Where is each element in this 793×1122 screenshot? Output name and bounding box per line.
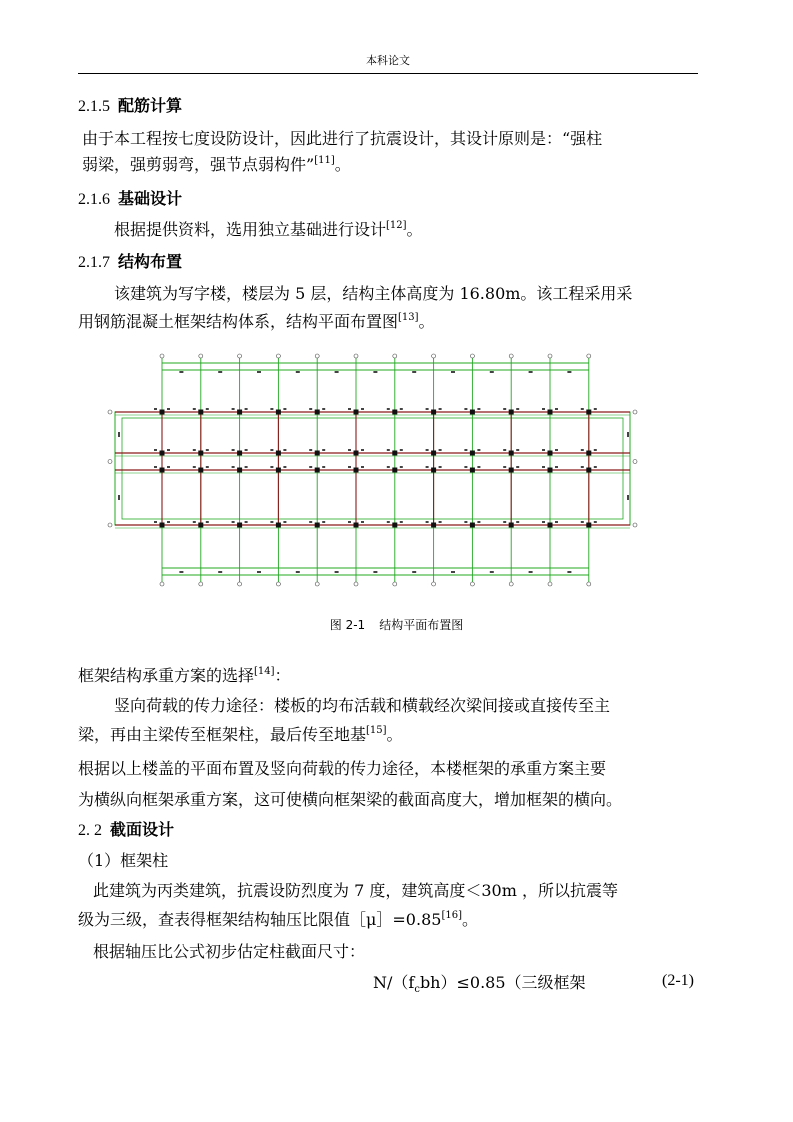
dimension-mark	[490, 571, 494, 573]
column-tag	[555, 449, 558, 451]
paragraph-line: 竖向荷载的传力途径：楼板的均布活载和横载经次梁间接或直接传至主	[114, 696, 611, 715]
axis-bubble	[548, 354, 552, 358]
column	[354, 451, 359, 456]
section-number: 2.1.6	[78, 191, 110, 208]
column	[509, 468, 514, 473]
column-tag	[464, 449, 467, 451]
column-tag	[245, 466, 248, 468]
column-tag	[361, 466, 364, 468]
column-tag	[387, 408, 390, 410]
paragraph-line: 该建筑为写字楼，楼层为 5 层，结构主体高度为 16.80m。该工程采用采	[114, 284, 633, 303]
equation-number: (2-1)	[662, 972, 694, 989]
citation: [15]	[366, 724, 387, 736]
axis-bubble	[199, 354, 203, 358]
axis-bubble	[633, 410, 637, 414]
axis-bubble	[108, 460, 112, 464]
column-tag	[232, 466, 235, 468]
column-tag	[348, 449, 351, 451]
section-title: 结构布置	[118, 252, 183, 271]
column-tag	[270, 466, 273, 468]
text: 弱梁，强剪弱弯，强节点弱构件”	[82, 155, 315, 174]
citation: [14]	[254, 665, 275, 677]
axis-bubble	[587, 354, 591, 358]
dimension-mark	[451, 371, 455, 373]
section-number: 2.1.7	[78, 254, 110, 271]
column-tag	[270, 408, 273, 410]
axis-bubble	[108, 523, 112, 527]
column	[276, 468, 281, 473]
dimension-mark	[373, 571, 377, 573]
section-heading-2-2	[78, 819, 174, 842]
page-header: 本科论文	[366, 54, 410, 67]
column-tag	[361, 408, 364, 410]
column-tag	[245, 449, 248, 451]
column-tag	[594, 521, 597, 523]
column-tag	[426, 521, 429, 523]
column	[198, 451, 203, 456]
column	[160, 468, 165, 473]
column-tag	[232, 408, 235, 410]
text: 。	[418, 312, 435, 331]
dimension-mark	[567, 571, 571, 573]
column	[392, 523, 397, 528]
axis-bubble	[432, 582, 436, 586]
column	[509, 451, 514, 456]
column-tag	[309, 449, 312, 451]
column	[198, 410, 203, 415]
equation-part: N/（f	[373, 973, 415, 992]
column-tag	[503, 466, 506, 468]
column-tag	[464, 466, 467, 468]
column-tag	[464, 521, 467, 523]
paragraph-line	[82, 154, 351, 176]
column	[237, 410, 242, 415]
column-tag	[167, 449, 170, 451]
equation-subscript: c	[414, 984, 420, 996]
caption-label: 图 2-1	[329, 618, 366, 632]
column	[586, 523, 591, 528]
text: 级为三级，查表得框架结构轴压比限值［μ］=0.85	[78, 910, 442, 929]
paragraph-line: （1）框架柱	[78, 851, 169, 870]
column-tag	[464, 408, 467, 410]
column-tag	[167, 466, 170, 468]
column-tag	[193, 466, 196, 468]
column-tag	[477, 521, 480, 523]
column	[276, 410, 281, 415]
paragraph-line	[114, 219, 423, 241]
axis-bubble	[548, 582, 552, 586]
paragraph-line: 为横纵向框架承重方案，这可使横向框架梁的截面高度大，增加框架的横向。	[78, 790, 623, 809]
dimension-mark	[627, 495, 629, 500]
column	[237, 468, 242, 473]
section-heading-2-1-6	[78, 188, 182, 211]
dimension-mark	[335, 571, 339, 573]
column	[548, 523, 553, 528]
column-tag	[206, 521, 209, 523]
column-tag	[154, 521, 157, 523]
column-tag	[555, 466, 558, 468]
column-tag	[594, 466, 597, 468]
column-tag	[426, 466, 429, 468]
outline-rect	[115, 412, 630, 525]
dimension-mark	[529, 571, 533, 573]
axis-bubble	[108, 410, 112, 414]
column-tag	[594, 449, 597, 451]
citation: [13]	[398, 311, 419, 323]
section-number: 2. 2	[78, 822, 102, 839]
dimension-mark	[529, 371, 533, 373]
dimension-mark	[567, 371, 571, 373]
dimension-mark	[118, 432, 120, 437]
column-tag	[400, 449, 403, 451]
citation: [11]	[314, 154, 335, 166]
paragraph-line: 此建筑为丙类建筑，抗震设防烈度为 7 度，建筑高度＜30m ，所以抗震等	[93, 881, 618, 900]
paragraph-line: 根据以上楼盖的平面布置及竖向荷载的传力途径，本楼框架的承重方案主要	[78, 759, 607, 778]
column	[276, 451, 281, 456]
paragraph-line	[78, 724, 403, 746]
column	[315, 451, 320, 456]
column-tag	[542, 466, 545, 468]
citation: [12]	[386, 219, 407, 231]
paragraph-line	[78, 311, 435, 333]
dimension-mark	[451, 571, 455, 573]
column	[509, 410, 514, 415]
column	[548, 410, 553, 415]
section-heading-2-1-7	[78, 251, 182, 274]
column	[237, 523, 242, 528]
column-tag	[283, 449, 286, 451]
axis-bubble	[315, 354, 319, 358]
column-tag	[555, 521, 558, 523]
equation-part: bh）≤0.85（三级框架	[419, 973, 586, 992]
text: 。	[386, 725, 403, 744]
column-tag	[439, 521, 442, 523]
column-tag	[283, 408, 286, 410]
paragraph-line	[78, 909, 478, 931]
column	[160, 451, 165, 456]
text: 。	[461, 910, 478, 929]
column-tag	[270, 521, 273, 523]
caption-text: 结构平面布置图	[379, 618, 464, 632]
dimension-mark	[218, 371, 222, 373]
column-tag	[206, 466, 209, 468]
column-tag	[309, 466, 312, 468]
column	[470, 523, 475, 528]
column	[586, 410, 591, 415]
dimension-mark	[627, 432, 629, 437]
column-tag	[477, 449, 480, 451]
column	[431, 523, 436, 528]
axis-bubble	[587, 582, 591, 586]
column-tag	[322, 408, 325, 410]
column	[354, 468, 359, 473]
dimension-mark	[179, 371, 183, 373]
text: 。	[406, 220, 423, 239]
column-tag	[581, 449, 584, 451]
text: 梁，再由主梁传至框架柱，最后传至地基	[78, 725, 367, 744]
text: 根据提供资料，选用独立基础进行设计	[114, 220, 387, 239]
column-tag	[387, 521, 390, 523]
column-tag	[439, 449, 442, 451]
axis-bubble	[470, 582, 474, 586]
axis-bubble	[160, 354, 164, 358]
column-tag	[270, 449, 273, 451]
column-tag	[348, 466, 351, 468]
dimension-mark	[412, 571, 416, 573]
dimension-mark	[118, 495, 120, 500]
axis-bubble	[160, 582, 164, 586]
column-tag	[516, 466, 519, 468]
column-tag	[581, 466, 584, 468]
dimension-mark	[257, 571, 261, 573]
column	[509, 523, 514, 528]
column	[315, 523, 320, 528]
axis-bubble	[633, 523, 637, 527]
column	[392, 451, 397, 456]
column-tag	[516, 449, 519, 451]
dimension-mark	[257, 371, 261, 373]
column-tag	[193, 408, 196, 410]
axis-bubble	[276, 582, 280, 586]
column	[198, 468, 203, 473]
section-title: 截面设计	[110, 820, 175, 839]
column-tag	[542, 449, 545, 451]
section-title: 基础设计	[118, 189, 183, 208]
column-tag	[322, 521, 325, 523]
column-tag	[322, 449, 325, 451]
section-title: 配筋计算	[118, 96, 183, 115]
column-tag	[400, 466, 403, 468]
axis-bubble	[354, 354, 358, 358]
dimension-mark	[296, 571, 300, 573]
column	[470, 451, 475, 456]
column-tag	[206, 449, 209, 451]
column	[470, 410, 475, 415]
column-tag	[542, 408, 545, 410]
column-tag	[245, 408, 248, 410]
column-tag	[309, 408, 312, 410]
column-tag	[309, 521, 312, 523]
column-tag	[426, 408, 429, 410]
column-tag	[400, 521, 403, 523]
column-tag	[206, 408, 209, 410]
column-tag	[154, 449, 157, 451]
axis-bubble	[509, 582, 513, 586]
column-tag	[283, 466, 286, 468]
axis-bubble	[315, 582, 319, 586]
axis-bubble	[354, 582, 358, 586]
text: 。	[334, 155, 351, 174]
axis-bubble	[199, 582, 203, 586]
column-tag	[361, 449, 364, 451]
column	[431, 410, 436, 415]
column-tag	[154, 408, 157, 410]
axis-bubble	[633, 460, 637, 464]
equation	[373, 972, 586, 994]
column-tag	[193, 449, 196, 451]
text: 框架结构承重方案的选择	[78, 666, 255, 685]
column-tag	[555, 408, 558, 410]
axis-bubble	[238, 582, 242, 586]
column	[586, 468, 591, 473]
column-tag	[167, 521, 170, 523]
column-tag	[426, 449, 429, 451]
dimension-mark	[218, 571, 222, 573]
axis-bubble	[432, 354, 436, 358]
column	[392, 410, 397, 415]
axis-bubble	[276, 354, 280, 358]
column-tag	[503, 521, 506, 523]
axis-bubble	[393, 582, 397, 586]
dimension-mark	[335, 371, 339, 373]
dimension-mark	[412, 371, 416, 373]
column	[315, 468, 320, 473]
column-tag	[581, 408, 584, 410]
dimension-mark	[373, 371, 377, 373]
column	[392, 468, 397, 473]
dimension-mark	[490, 371, 494, 373]
column	[160, 523, 165, 528]
column-tag	[439, 408, 442, 410]
paragraph-line: 由于本工程按七度设防设计，因此进行了抗震设计，其设计原则是：“强柱	[82, 129, 603, 148]
column-tag	[387, 466, 390, 468]
column-tag	[193, 521, 196, 523]
column-tag	[581, 521, 584, 523]
column-tag	[245, 521, 248, 523]
column	[198, 523, 203, 528]
column-tag	[232, 521, 235, 523]
column-tag	[594, 408, 597, 410]
column-tag	[477, 408, 480, 410]
axis-bubble	[509, 354, 513, 358]
column-tag	[348, 408, 351, 410]
column-tag	[439, 466, 442, 468]
column-tag	[516, 521, 519, 523]
column-tag	[232, 449, 235, 451]
column-tag	[516, 408, 519, 410]
figure-caption	[0, 616, 793, 633]
column	[315, 410, 320, 415]
column	[548, 451, 553, 456]
column-tag	[503, 408, 506, 410]
column	[470, 468, 475, 473]
column	[354, 523, 359, 528]
column-tag	[283, 521, 286, 523]
column-tag	[322, 466, 325, 468]
section-heading-2-1-5	[78, 95, 182, 118]
dimension-mark	[179, 571, 183, 573]
axis-bubble	[238, 354, 242, 358]
column-tag	[477, 466, 480, 468]
text: ：	[274, 666, 291, 685]
column-tag	[348, 521, 351, 523]
column-tag	[154, 466, 157, 468]
column	[276, 523, 281, 528]
column-tag	[167, 408, 170, 410]
axis-bubble	[470, 354, 474, 358]
column	[586, 451, 591, 456]
text: 用钢筋混凝土框架结构体系，结构平面布置图	[78, 312, 399, 331]
dimension-mark	[296, 371, 300, 373]
column-tag	[361, 521, 364, 523]
header-rule	[78, 73, 698, 74]
column	[160, 410, 165, 415]
paragraph-line	[78, 665, 291, 687]
column	[431, 468, 436, 473]
structural-plan-figure	[100, 350, 645, 590]
column-tag	[387, 449, 390, 451]
column	[354, 410, 359, 415]
column	[237, 451, 242, 456]
column	[431, 451, 436, 456]
column-tag	[400, 408, 403, 410]
section-number: 2.1.5	[78, 98, 110, 115]
column-tag	[503, 449, 506, 451]
paragraph-line: 根据轴压比公式初步估定柱截面尺寸：	[93, 942, 366, 961]
column-tag	[542, 521, 545, 523]
axis-bubble	[393, 354, 397, 358]
citation: [16]	[441, 909, 462, 921]
column	[548, 468, 553, 473]
